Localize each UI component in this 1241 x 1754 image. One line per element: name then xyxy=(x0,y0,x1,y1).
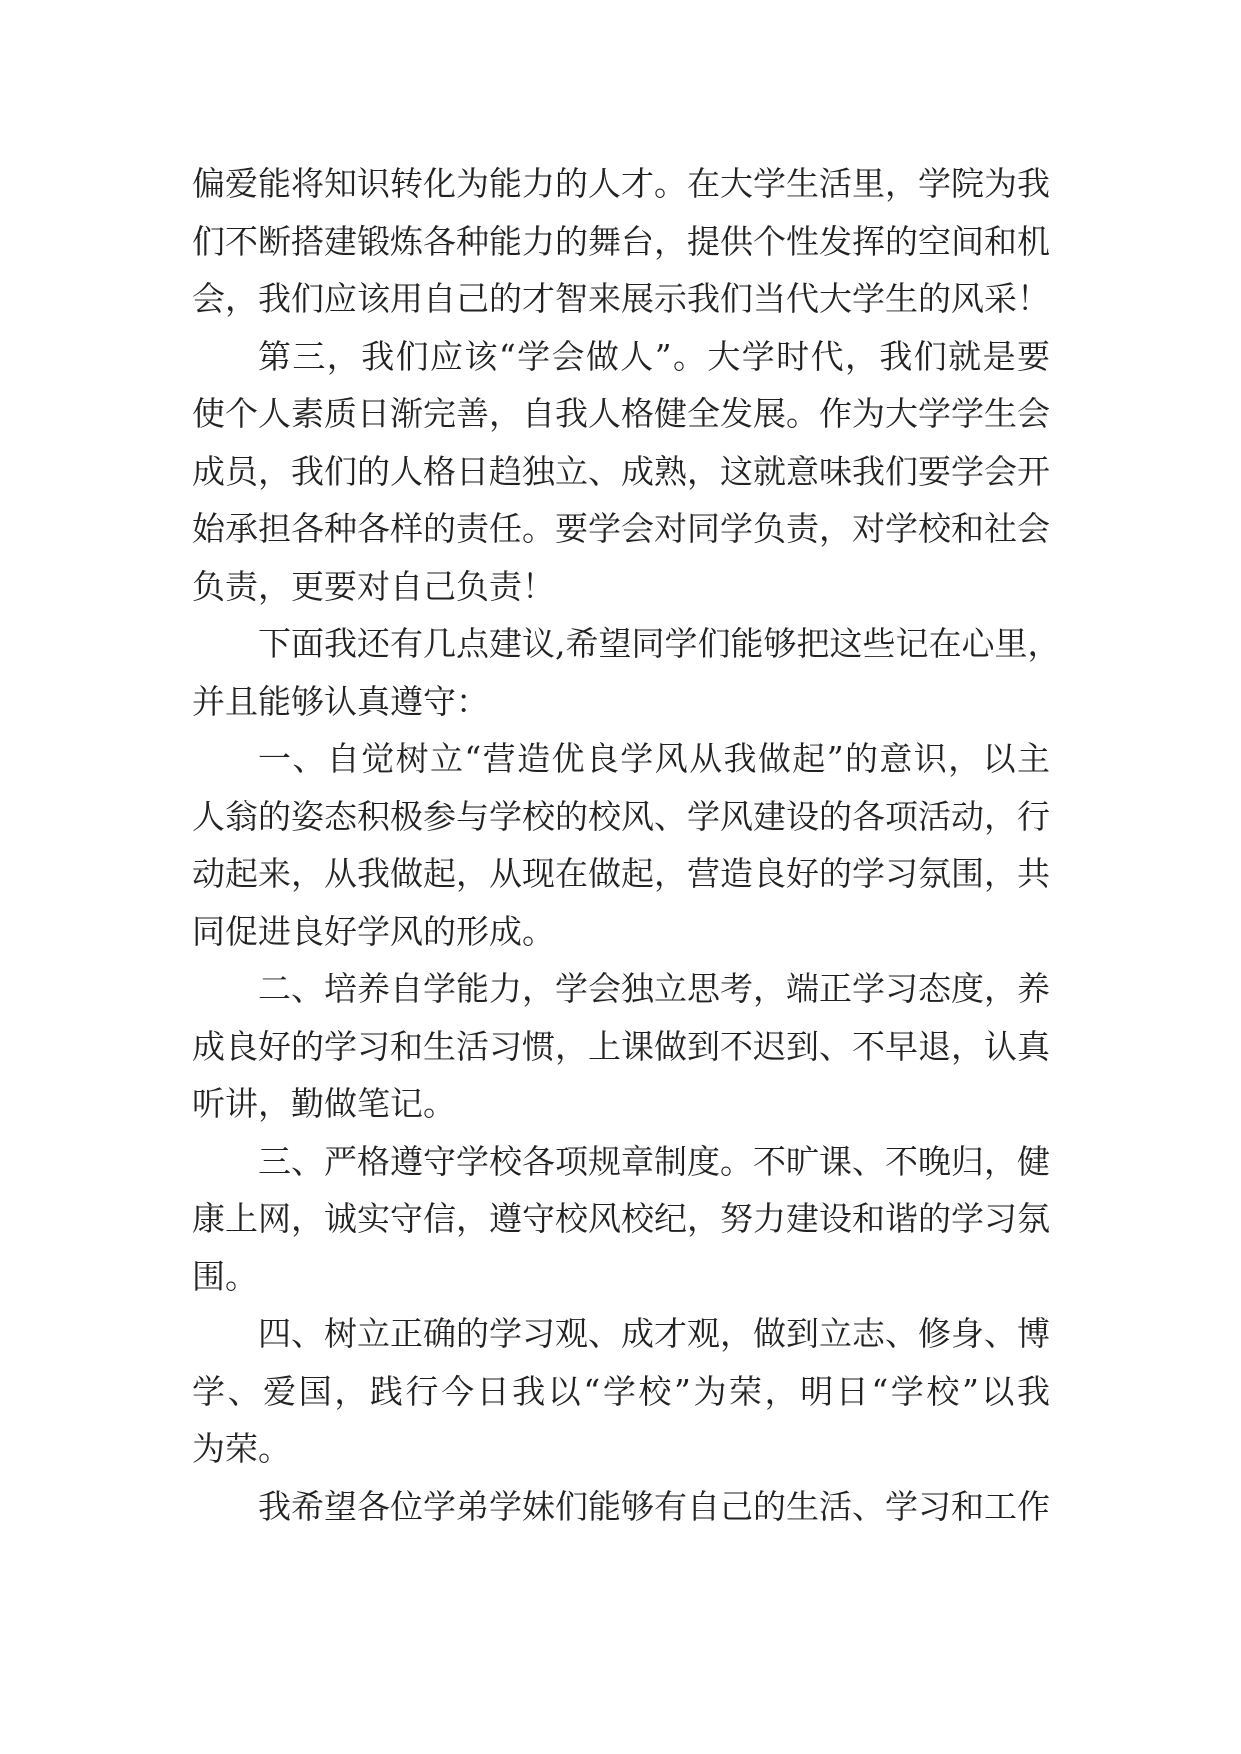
text-line: 偏爱能将知识转化为能力的人才。在大学生活里，学院为我 xyxy=(192,164,1050,203)
text-line: 使个人素质日渐完善，自我人格健全发展。作为大学学生会 xyxy=(192,394,1050,433)
text-line: 康上网，诚实守信，遵守校风校纪，努力建设和谐的学习氛 xyxy=(192,1199,1050,1238)
text-line: 成良好的学习和生活习惯，上课做到不迟到、不早退，认真 xyxy=(192,1026,1050,1066)
text-line: 围。 xyxy=(192,1256,258,1296)
text-line: 负责，更要对自己负责！ xyxy=(192,566,555,606)
text-line: 们不断搭建锻炼各种能力的舞台，提供个性发挥的空间和机 xyxy=(192,221,1050,261)
text-line: 会，我们应该用自己的才智来展示我们当代大学生的风采！ xyxy=(192,279,1050,318)
text-line: 听讲，勤做笔记。 xyxy=(192,1084,456,1123)
text-line: 成员，我们的人格日趋独立、成熟，这就意味我们要学会开 xyxy=(192,451,1050,491)
text-line: 同促进良好学风的形成。 xyxy=(192,911,555,951)
text-line: 三、严格遵守学校各项规章制度。不旷课、不晚归，健 xyxy=(258,1141,1050,1181)
text-line: 并且能够认真遵守： xyxy=(192,681,489,721)
text-line: 我希望各位学弟学妹们能够有自己的生活、学习和工作 xyxy=(258,1486,1050,1526)
text-line: 一、自觉树立“营造优良学风从我做起”的意识，以主 xyxy=(258,739,1050,778)
text-line: 学、爱国，践行今日我以“学校”为荣，明日“学校”以我 xyxy=(192,1371,1050,1411)
text-line: 四、树立正确的学习观、成才观，做到立志、修身、博 xyxy=(258,1314,1050,1353)
text-line: 动起来，从我做起，从现在做起，营造良好的学习氛围，共 xyxy=(192,854,1050,893)
text-line: 人翁的姿态积极参与学校的校风、学风建设的各项活动，行 xyxy=(192,796,1050,836)
text-line: 为荣。 xyxy=(192,1429,291,1468)
text-line: 二、培养自学能力，学会独立思考，端正学习态度，养 xyxy=(258,969,1050,1008)
text-line: 第三，我们应该“学会做人”。大学时代，我们就是要 xyxy=(258,336,1050,376)
body-text xyxy=(192,155,1061,1535)
text-line: 始承担各种各样的责任。要学会对同学负责，对学校和社会 xyxy=(192,509,1050,548)
text-line: 下面我还有几点建议,希望同学们能够把这些记在心里， xyxy=(258,624,1061,663)
